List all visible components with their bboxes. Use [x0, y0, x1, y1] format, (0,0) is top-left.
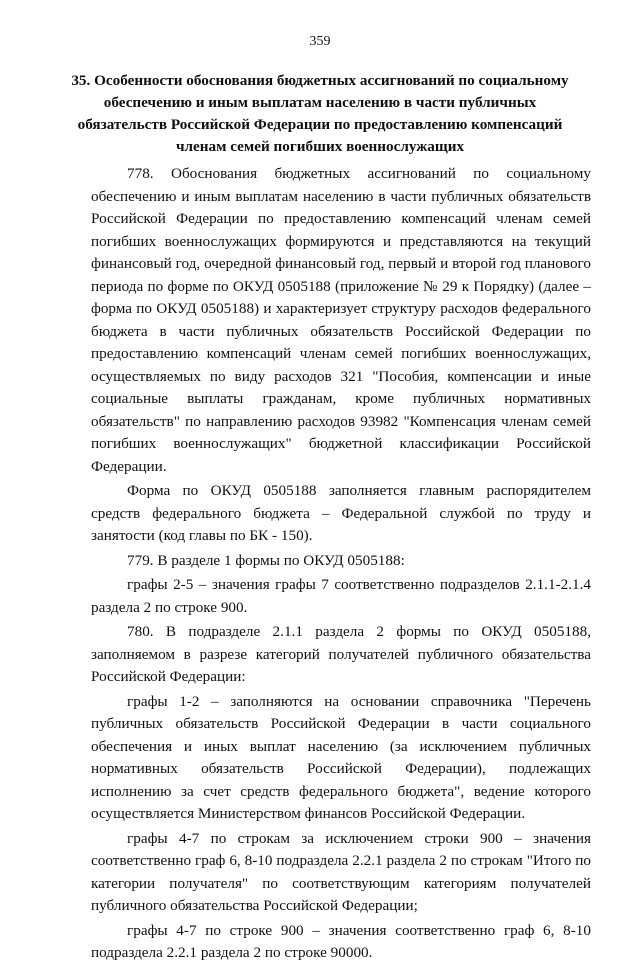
- paragraph-columns-1-2: графы 1-2 – заполняются на основании справочника "Перечень публичных обязательств Российской Федерации в части социального обеспечения и иных выплат населению (за исключением публичных нормативных обязательств Российской Федерации), подлежащих исполнению за счет средств федерального бюджета", ведение которого осуществляется Министерством финансов Российской Федерации.: [91, 692, 591, 822]
- paragraph-columns-4-7-row-900: графы 4-7 по строке 900 – значения соответственно граф 6, 8-10 подраздела 2.2.1 раздела 2 по строке 90000.: [91, 921, 591, 961]
- paragraph-form-filler: Форма по ОКУД 0505188 заполняется главным распорядителем средств федерального бюджета – Федеральной службой по труду и занятости (код главы по БК - 150).: [91, 482, 591, 544]
- paragraph-780: 780. В подразделе 2.1.1 раздела 2 формы по ОКУД 0505188, заполняемом в разрезе категорий получателей публичного обязательства Российской Федерации:: [91, 623, 591, 685]
- paragraph-columns-4-7-rows: графы 4-7 по строкам за исключением строки 900 – значения соответственно граф 6, 8-10 подраздела 2.2.1 раздела 2 по строкам "Итого по категории получателя" по соответствующим категориям получателей публичного обязательства Российской Федерации;: [91, 829, 591, 914]
- paragraph-columns-2-5: графы 2-5 – значения графы 7 соответственно подразделов 2.1.1-2.1.4 раздела 2 по строке 900.: [91, 576, 591, 616]
- paragraph-779: 779. В разделе 1 формы по ОКУД 0505188:: [127, 551, 405, 569]
- paragraph-778: 778. Обоснования бюджетных ассигнований по социальному обеспечению и иным выплатам населению в части публичных обязательств Российской Федерации по предоставлению компенсаций членам семей погибших военнослужащих формируются и представляются на текущий финансовый год, очередной финансовый год, первый и второй год планового периода по форме по ОКУД 0505188 (приложение № 29 к Порядку) (далее – форма по ОКУД 0505188) и характеризует структуру расходов федерального бюджета в части публичных обязательств Российской Федерации по предоставлению компенсаций членам семей погибших военнослужащих, осуществляемых по виду расходов 321 "Пособия, компенсации и иные социальные выплаты гражданам, кроме публичных нормативных обязательств" по направлению расходов 93982 "Компенсация членам семей погибших военнослужащих" бюджетной классификации Российской Федерации.: [91, 165, 591, 475]
- document-body: [91, 163, 591, 965]
- section-title: 35. Особенности обоснования бюджетных ассигнований по социальному обеспечению и иным выплатам населению в части публичных обязательств Российской Федерации по предоставлению компенсаций членам семей погибших военнослужащих: [71, 72, 569, 155]
- page-number: 359: [309, 34, 331, 49]
